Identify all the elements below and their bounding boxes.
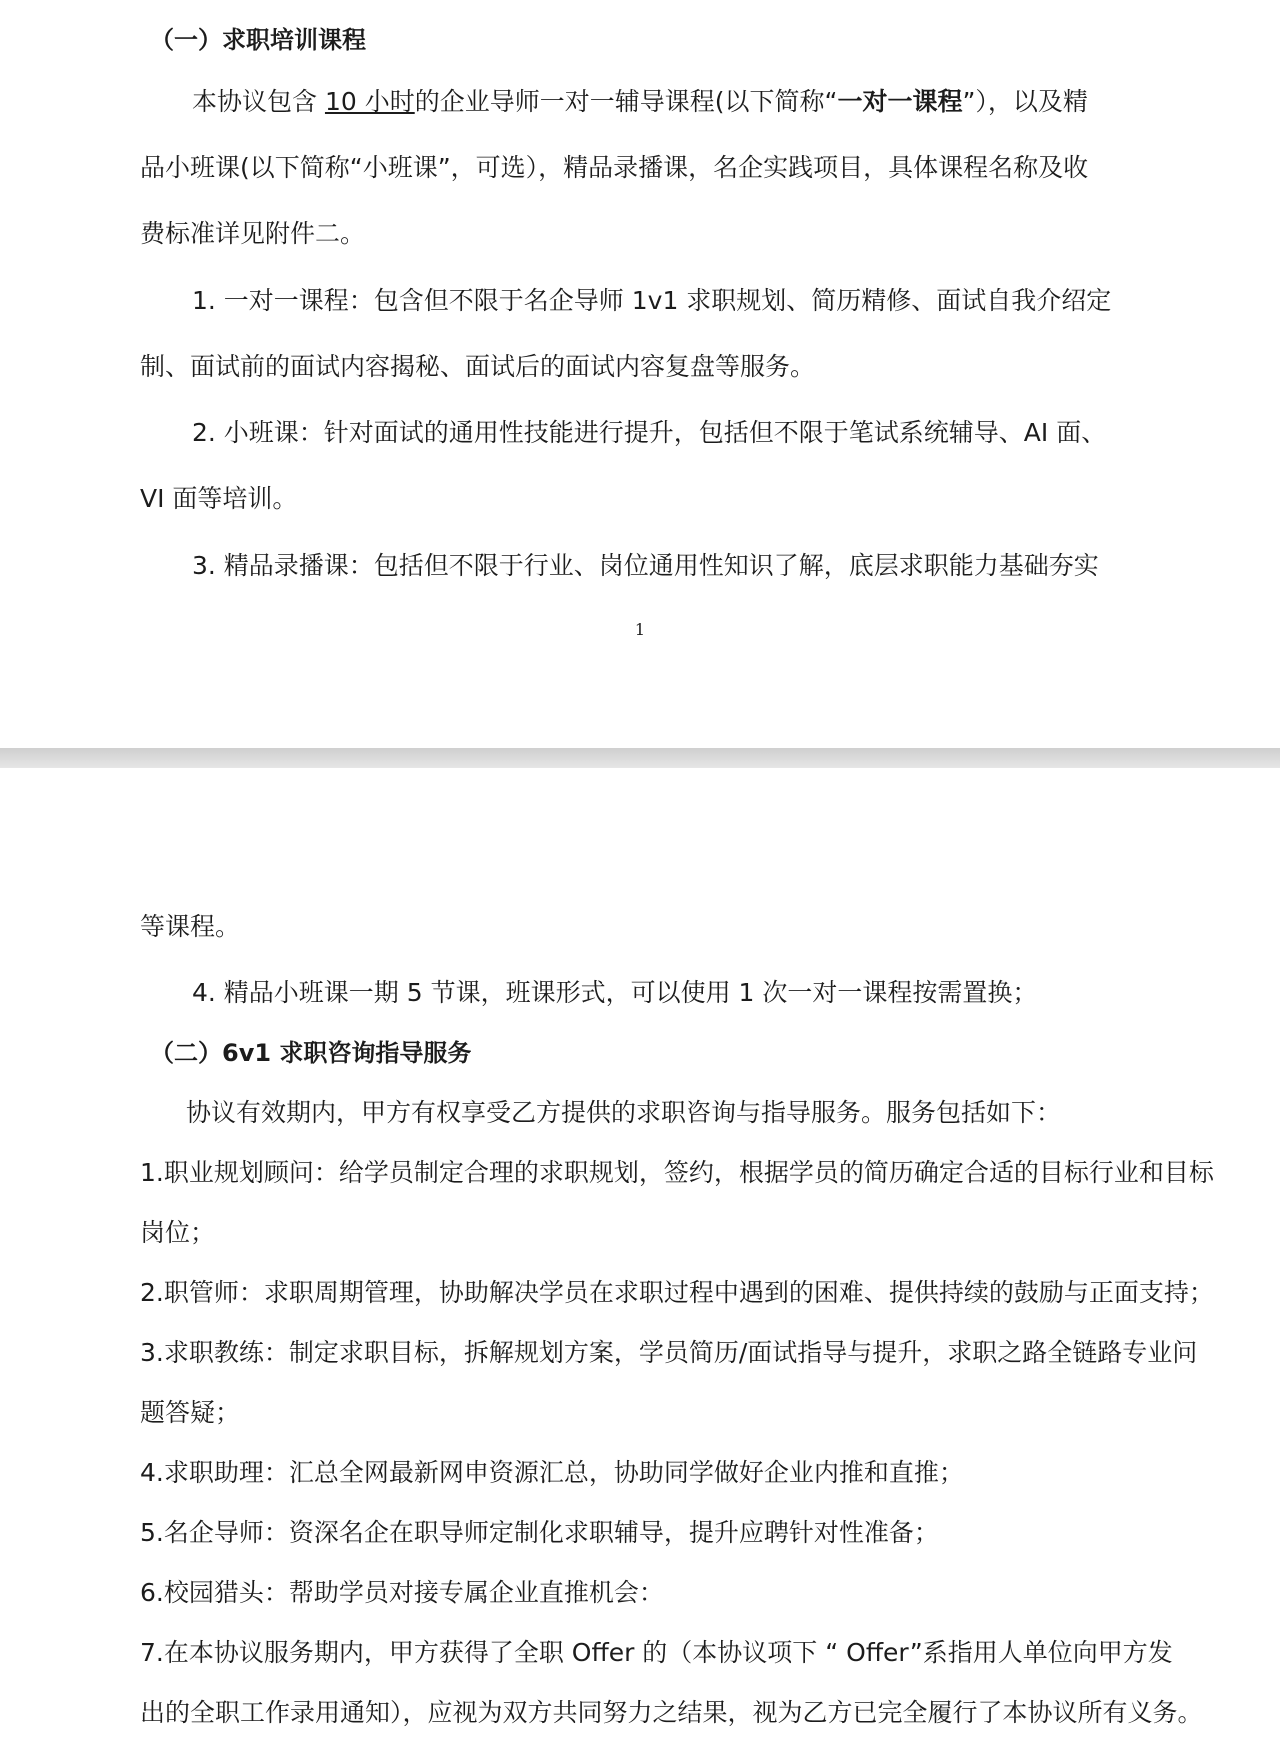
- page-number: 1: [634, 620, 646, 639]
- service-2-line-1: 2.职管师：求职周期管理，协助解决学员在求职过程中遇到的困难、提供持续的鼓励与正面支持；: [140, 1278, 1214, 1307]
- document-page-1: [0, 0, 1280, 748]
- section-heading-training: （一）求职培训课程: [150, 26, 366, 54]
- service-1-line-1: 1.职业规划顾问：给学员制定合理的求职规划，签约，根据学员的简历确定合适的目标行业和目标: [140, 1158, 1214, 1187]
- service-6-line-1: 6.校园猎头：帮助学员对接专属企业直推机会：: [140, 1578, 664, 1607]
- intro-line-3: 费标准详见附件二。: [140, 219, 366, 248]
- intro-text-a: 本协议包含: [192, 87, 325, 116]
- item-1-line-1: 1. 一对一课程：包含但不限于名企导师 1v1 求职规划、简历精修、面试自我介绍定: [192, 286, 1112, 315]
- service-7-line-1: 7.在本协议服务期内，甲方获得了全职 Offer 的（本协议项下 “ Offer”系指用人单位向甲方发: [140, 1638, 1173, 1667]
- service-1-line-2: 岗位；: [140, 1218, 216, 1247]
- intro-text-b: 的企业导师一对一辅导课程(以下简称“: [414, 87, 838, 116]
- service-3-line-1: 3.求职教练：制定求职目标，拆解规划方案，学员简历/面试指导与提升，求职之路全链路专业问: [140, 1338, 1198, 1367]
- intro-term: 一对一课程: [837, 87, 963, 116]
- section-heading-consulting: （二）6v1 求职咨询指导服务: [150, 1039, 472, 1067]
- item-4-line: 4. 精品小班课一期 5 节课，班课形式，可以使用 1 次一对一课程按需置换；: [192, 978, 1038, 1007]
- item-1-line-2: 制、面试前的面试内容揭秘、面试后的面试内容复盘等服务。: [140, 352, 816, 381]
- document-page-2: [0, 768, 1280, 1761]
- service-3-line-2: 题答疑；: [140, 1398, 241, 1427]
- intro-text-c: ”），以及精: [962, 87, 1088, 116]
- service-5-line-1: 5.名企导师：资深名企在职导师定制化求职辅导，提升应聘针对性准备；: [140, 1518, 939, 1547]
- intro-line-1: [192, 84, 1088, 120]
- item-2-line-1: 2. 小班课：针对面试的通用性技能进行提升，包括但不限于笔试系统辅导、AI 面、: [192, 418, 1107, 447]
- page-separator: [0, 748, 1280, 768]
- intro-line-2: 品小班课(以下简称“小班课”，可选），精品录播课，名企实践项目，具体课程名称及收: [140, 153, 1089, 182]
- item-3-line-1: 3. 精品录播课：包括但不限于行业、岗位通用性知识了解，底层求职能力基础夯实: [192, 551, 1099, 580]
- intro-hours: 10 小时: [324, 87, 415, 116]
- service-7-line-2: 出的全职工作录用通知），应视为双方共同努力之结果，视为乙方已完全履行了本协议所有义务。: [140, 1698, 1203, 1727]
- continuation-line: 等课程。: [140, 912, 241, 941]
- item-2-line-2: VI 面等培训。: [140, 484, 298, 513]
- consulting-intro: 协议有效期内，甲方有权享受乙方提供的求职咨询与指导服务。服务包括如下：: [186, 1098, 1062, 1127]
- service-4-line-1: 4.求职助理：汇总全网最新网申资源汇总，协助同学做好企业内推和直推；: [140, 1458, 964, 1487]
